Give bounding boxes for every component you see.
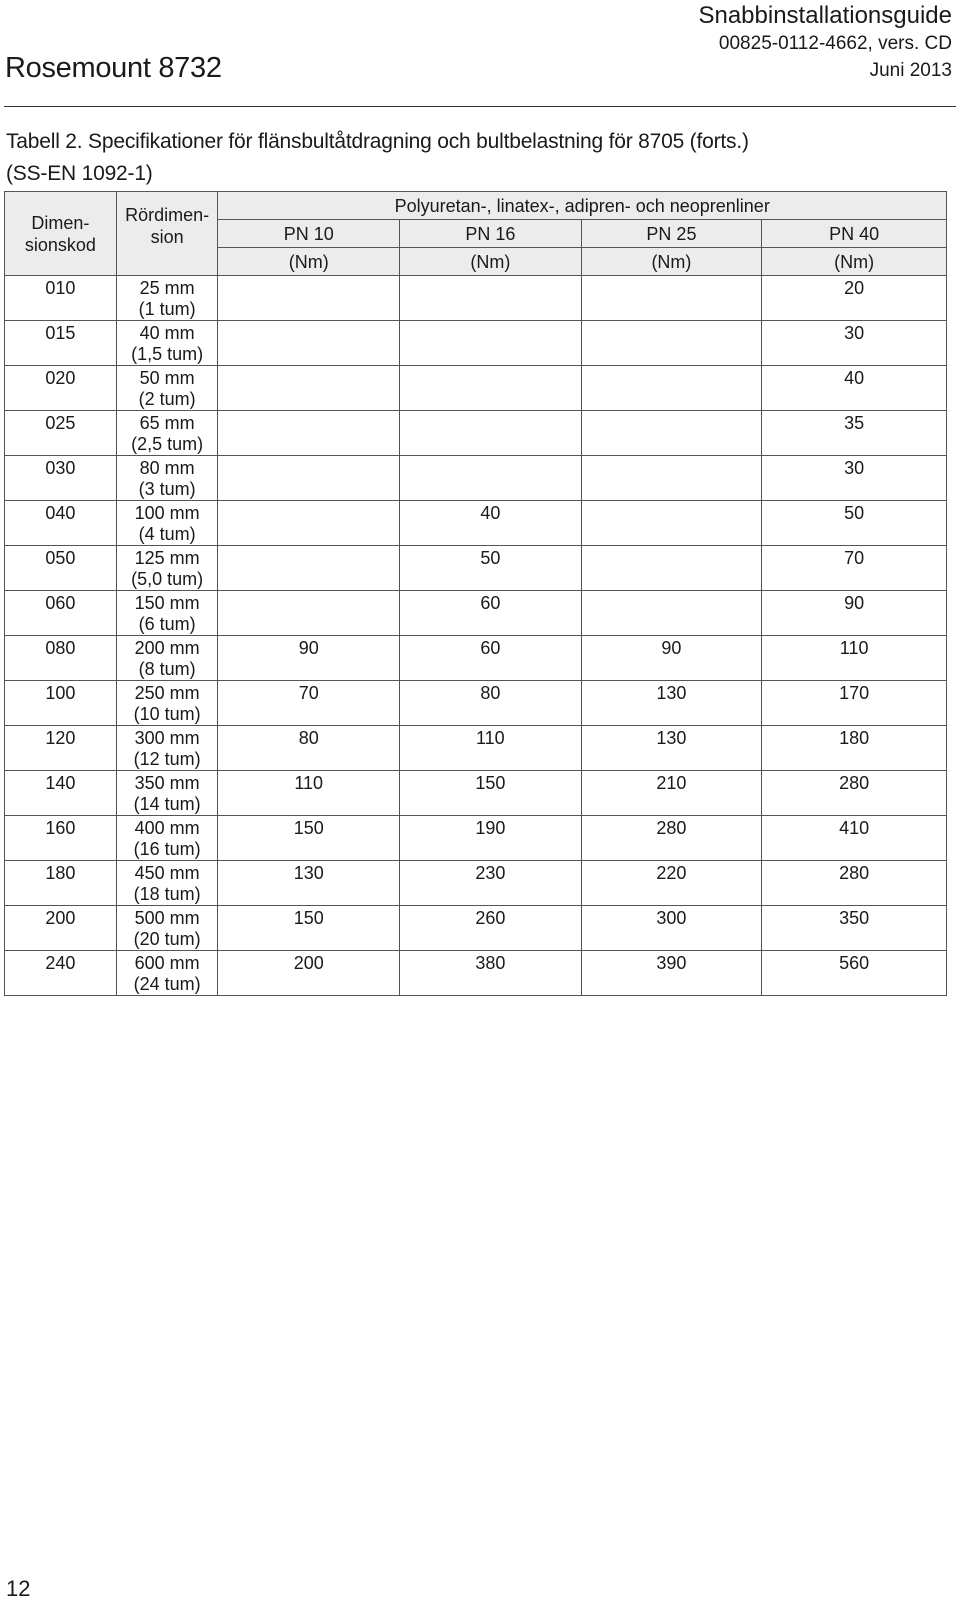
cell-size-inch: (6 tum) xyxy=(138,614,196,634)
cell-pn16: 60 xyxy=(400,591,582,636)
header-divider xyxy=(4,106,956,107)
cell-pn10: 110 xyxy=(218,771,400,816)
cell-code: 200 xyxy=(5,906,117,951)
cell-pn25: 220 xyxy=(581,861,762,906)
cell-pn16: 260 xyxy=(400,906,582,951)
cell-size-mm: 40 mm xyxy=(139,323,195,343)
cell-code: 080 xyxy=(5,636,117,681)
table-row xyxy=(5,501,947,546)
cell-code: 060 xyxy=(5,591,117,636)
table-row xyxy=(5,726,947,771)
cell-code: 025 xyxy=(5,411,117,456)
cell-pn16 xyxy=(400,366,582,411)
col-header-code xyxy=(5,192,117,276)
col-header-size xyxy=(116,192,218,276)
cell-pn10: 80 xyxy=(218,726,400,771)
cell-code: 240 xyxy=(5,951,117,996)
cell-code: 140 xyxy=(5,771,117,816)
table-row xyxy=(5,951,947,996)
cell-size-mm: 600 mm xyxy=(134,953,200,973)
table-row xyxy=(5,771,947,816)
cell-code: 040 xyxy=(5,501,117,546)
cell-size xyxy=(116,726,218,771)
cell-size-inch: (20 tum) xyxy=(133,929,201,949)
cell-pn40: 110 xyxy=(762,636,947,681)
cell-pn40: 30 xyxy=(762,321,947,366)
cell-pn40: 280 xyxy=(762,771,947,816)
cell-pn16: 50 xyxy=(400,546,582,591)
cell-pn40: 350 xyxy=(762,906,947,951)
col-header-pn10: PN 10 xyxy=(218,220,400,248)
cell-code: 050 xyxy=(5,546,117,591)
table-row xyxy=(5,546,947,591)
cell-size xyxy=(116,321,218,366)
cell-pn40: 280 xyxy=(762,861,947,906)
cell-size-inch: (2,5 tum) xyxy=(131,434,204,454)
cell-pn16: 190 xyxy=(400,816,582,861)
group-header: Polyuretan-, linatex-, adipren- och neoprenliner xyxy=(218,192,947,220)
cell-size-inch: (16 tum) xyxy=(133,839,201,859)
cell-size-inch: (2 tum) xyxy=(138,389,196,409)
product-name: Rosemount 8732 xyxy=(5,52,222,84)
cell-size-mm: 350 mm xyxy=(134,773,200,793)
table-row xyxy=(5,321,947,366)
cell-pn16: 150 xyxy=(400,771,582,816)
cell-size-mm: 400 mm xyxy=(134,818,200,838)
table-header-row xyxy=(5,192,947,220)
cell-size xyxy=(116,456,218,501)
cell-pn40: 50 xyxy=(762,501,947,546)
cell-pn16: 60 xyxy=(400,636,582,681)
cell-code: 015 xyxy=(5,321,117,366)
cell-code: 120 xyxy=(5,726,117,771)
cell-code: 180 xyxy=(5,861,117,906)
table-row xyxy=(5,276,947,321)
cell-pn10: 200 xyxy=(218,951,400,996)
cell-code: 010 xyxy=(5,276,117,321)
cell-pn16 xyxy=(400,456,582,501)
cell-pn25 xyxy=(581,456,762,501)
cell-size-inch: (1 tum) xyxy=(138,299,196,319)
cell-pn10: 70 xyxy=(218,681,400,726)
cell-pn25 xyxy=(581,546,762,591)
cell-pn40: 35 xyxy=(762,411,947,456)
table-row xyxy=(5,411,947,456)
cell-pn40: 90 xyxy=(762,591,947,636)
unit-pn10: (Nm) xyxy=(218,248,400,276)
cell-size-inch: (5,0 tum) xyxy=(131,569,204,589)
cell-size-inch: (18 tum) xyxy=(133,884,201,904)
cell-pn10 xyxy=(218,276,400,321)
cell-size-mm: 100 mm xyxy=(134,503,200,523)
cell-pn25: 130 xyxy=(581,681,762,726)
table-row xyxy=(5,906,947,951)
cell-pn25: 90 xyxy=(581,636,762,681)
cell-pn40: 40 xyxy=(762,366,947,411)
cell-size xyxy=(116,906,218,951)
cell-size-mm: 125 mm xyxy=(134,548,200,568)
cell-size-inch: (24 tum) xyxy=(133,974,201,994)
cell-pn16 xyxy=(400,411,582,456)
document-date: Juni 2013 xyxy=(869,60,952,81)
cell-pn25: 390 xyxy=(581,951,762,996)
table-row xyxy=(5,591,947,636)
cell-size xyxy=(116,861,218,906)
cell-size-inch: (8 tum) xyxy=(138,659,196,679)
table-row xyxy=(5,861,947,906)
cell-size xyxy=(116,681,218,726)
cell-size-inch: (12 tum) xyxy=(133,749,201,769)
cell-pn16 xyxy=(400,321,582,366)
cell-size-inch: (1,5 tum) xyxy=(131,344,204,364)
cell-pn25 xyxy=(581,276,762,321)
cell-size-inch: (3 tum) xyxy=(138,479,196,499)
col-header-pn40: PN 40 xyxy=(762,220,947,248)
cell-pn16: 80 xyxy=(400,681,582,726)
cell-size xyxy=(116,636,218,681)
cell-pn25 xyxy=(581,321,762,366)
cell-size-mm: 200 mm xyxy=(134,638,200,658)
cell-pn25: 130 xyxy=(581,726,762,771)
cell-pn25: 280 xyxy=(581,816,762,861)
cell-pn10 xyxy=(218,411,400,456)
cell-code: 160 xyxy=(5,816,117,861)
bolt-torque-table xyxy=(4,191,947,996)
table-caption xyxy=(6,126,749,190)
cell-size-mm: 25 mm xyxy=(139,278,195,298)
table-row xyxy=(5,456,947,501)
cell-size-inch: (14 tum) xyxy=(133,794,201,814)
cell-size-mm: 80 mm xyxy=(139,458,195,478)
cell-pn16: 230 xyxy=(400,861,582,906)
unit-pn25: (Nm) xyxy=(581,248,762,276)
unit-pn40: (Nm) xyxy=(762,248,947,276)
cell-size-inch: (4 tum) xyxy=(138,524,196,544)
cell-size xyxy=(116,816,218,861)
cell-size xyxy=(116,591,218,636)
cell-size-mm: 450 mm xyxy=(134,863,200,883)
cell-pn10: 90 xyxy=(218,636,400,681)
cell-pn10 xyxy=(218,501,400,546)
cell-size xyxy=(116,501,218,546)
cell-pn25: 300 xyxy=(581,906,762,951)
cell-pn40: 410 xyxy=(762,816,947,861)
cell-size xyxy=(116,276,218,321)
cell-pn25 xyxy=(581,366,762,411)
cell-code: 100 xyxy=(5,681,117,726)
cell-pn25 xyxy=(581,411,762,456)
caption-line-1: Tabell 2. Specifikationer för flänsbultåtdragning och bultbelastning för 8705 (forts.) xyxy=(6,130,749,153)
table-row xyxy=(5,366,947,411)
table-row xyxy=(5,636,947,681)
cell-size-mm: 65 mm xyxy=(139,413,195,433)
cell-size xyxy=(116,366,218,411)
table-row xyxy=(5,816,947,861)
col-header-pn25: PN 25 xyxy=(581,220,762,248)
table-row xyxy=(5,681,947,726)
cell-pn16: 110 xyxy=(400,726,582,771)
cell-size-mm: 150 mm xyxy=(134,593,200,613)
cell-pn10: 130 xyxy=(218,861,400,906)
cell-pn40: 170 xyxy=(762,681,947,726)
caption-line-2: (SS-EN 1092-1) xyxy=(6,162,153,185)
unit-pn16: (Nm) xyxy=(400,248,582,276)
page-number: 12 xyxy=(6,1576,31,1601)
cell-pn10: 150 xyxy=(218,906,400,951)
cell-pn16: 380 xyxy=(400,951,582,996)
cell-pn10 xyxy=(218,321,400,366)
cell-size-mm: 500 mm xyxy=(134,908,200,928)
col-header-size-label: Rördimen- sion xyxy=(125,205,210,247)
cell-code: 030 xyxy=(5,456,117,501)
cell-pn10 xyxy=(218,546,400,591)
document-number: 00825-0112-4662, vers. CD xyxy=(718,33,952,54)
table-body xyxy=(5,276,947,996)
cell-pn16 xyxy=(400,276,582,321)
cell-pn10 xyxy=(218,591,400,636)
document-meta xyxy=(698,0,952,85)
cell-pn40: 560 xyxy=(762,951,947,996)
cell-pn16: 40 xyxy=(400,501,582,546)
cell-pn10 xyxy=(218,456,400,501)
cell-size xyxy=(116,546,218,591)
cell-size xyxy=(116,411,218,456)
cell-pn10 xyxy=(218,366,400,411)
cell-size xyxy=(116,771,218,816)
col-header-code-label: Dimen- sionskod xyxy=(24,212,96,255)
cell-size-inch: (10 tum) xyxy=(133,704,201,724)
cell-size-mm: 300 mm xyxy=(134,728,200,748)
cell-pn25: 210 xyxy=(581,771,762,816)
cell-pn40: 180 xyxy=(762,726,947,771)
col-header-pn16: PN 16 xyxy=(400,220,582,248)
cell-size xyxy=(116,951,218,996)
cell-code: 020 xyxy=(5,366,117,411)
cell-pn40: 20 xyxy=(762,276,947,321)
cell-pn10: 150 xyxy=(218,816,400,861)
cell-pn40: 70 xyxy=(762,546,947,591)
cell-size-mm: 250 mm xyxy=(134,683,200,703)
cell-pn25 xyxy=(581,501,762,546)
cell-pn25 xyxy=(581,591,762,636)
guide-title: Snabbinstallationsguide xyxy=(698,2,952,29)
cell-size-mm: 50 mm xyxy=(139,368,195,388)
cell-pn40: 30 xyxy=(762,456,947,501)
